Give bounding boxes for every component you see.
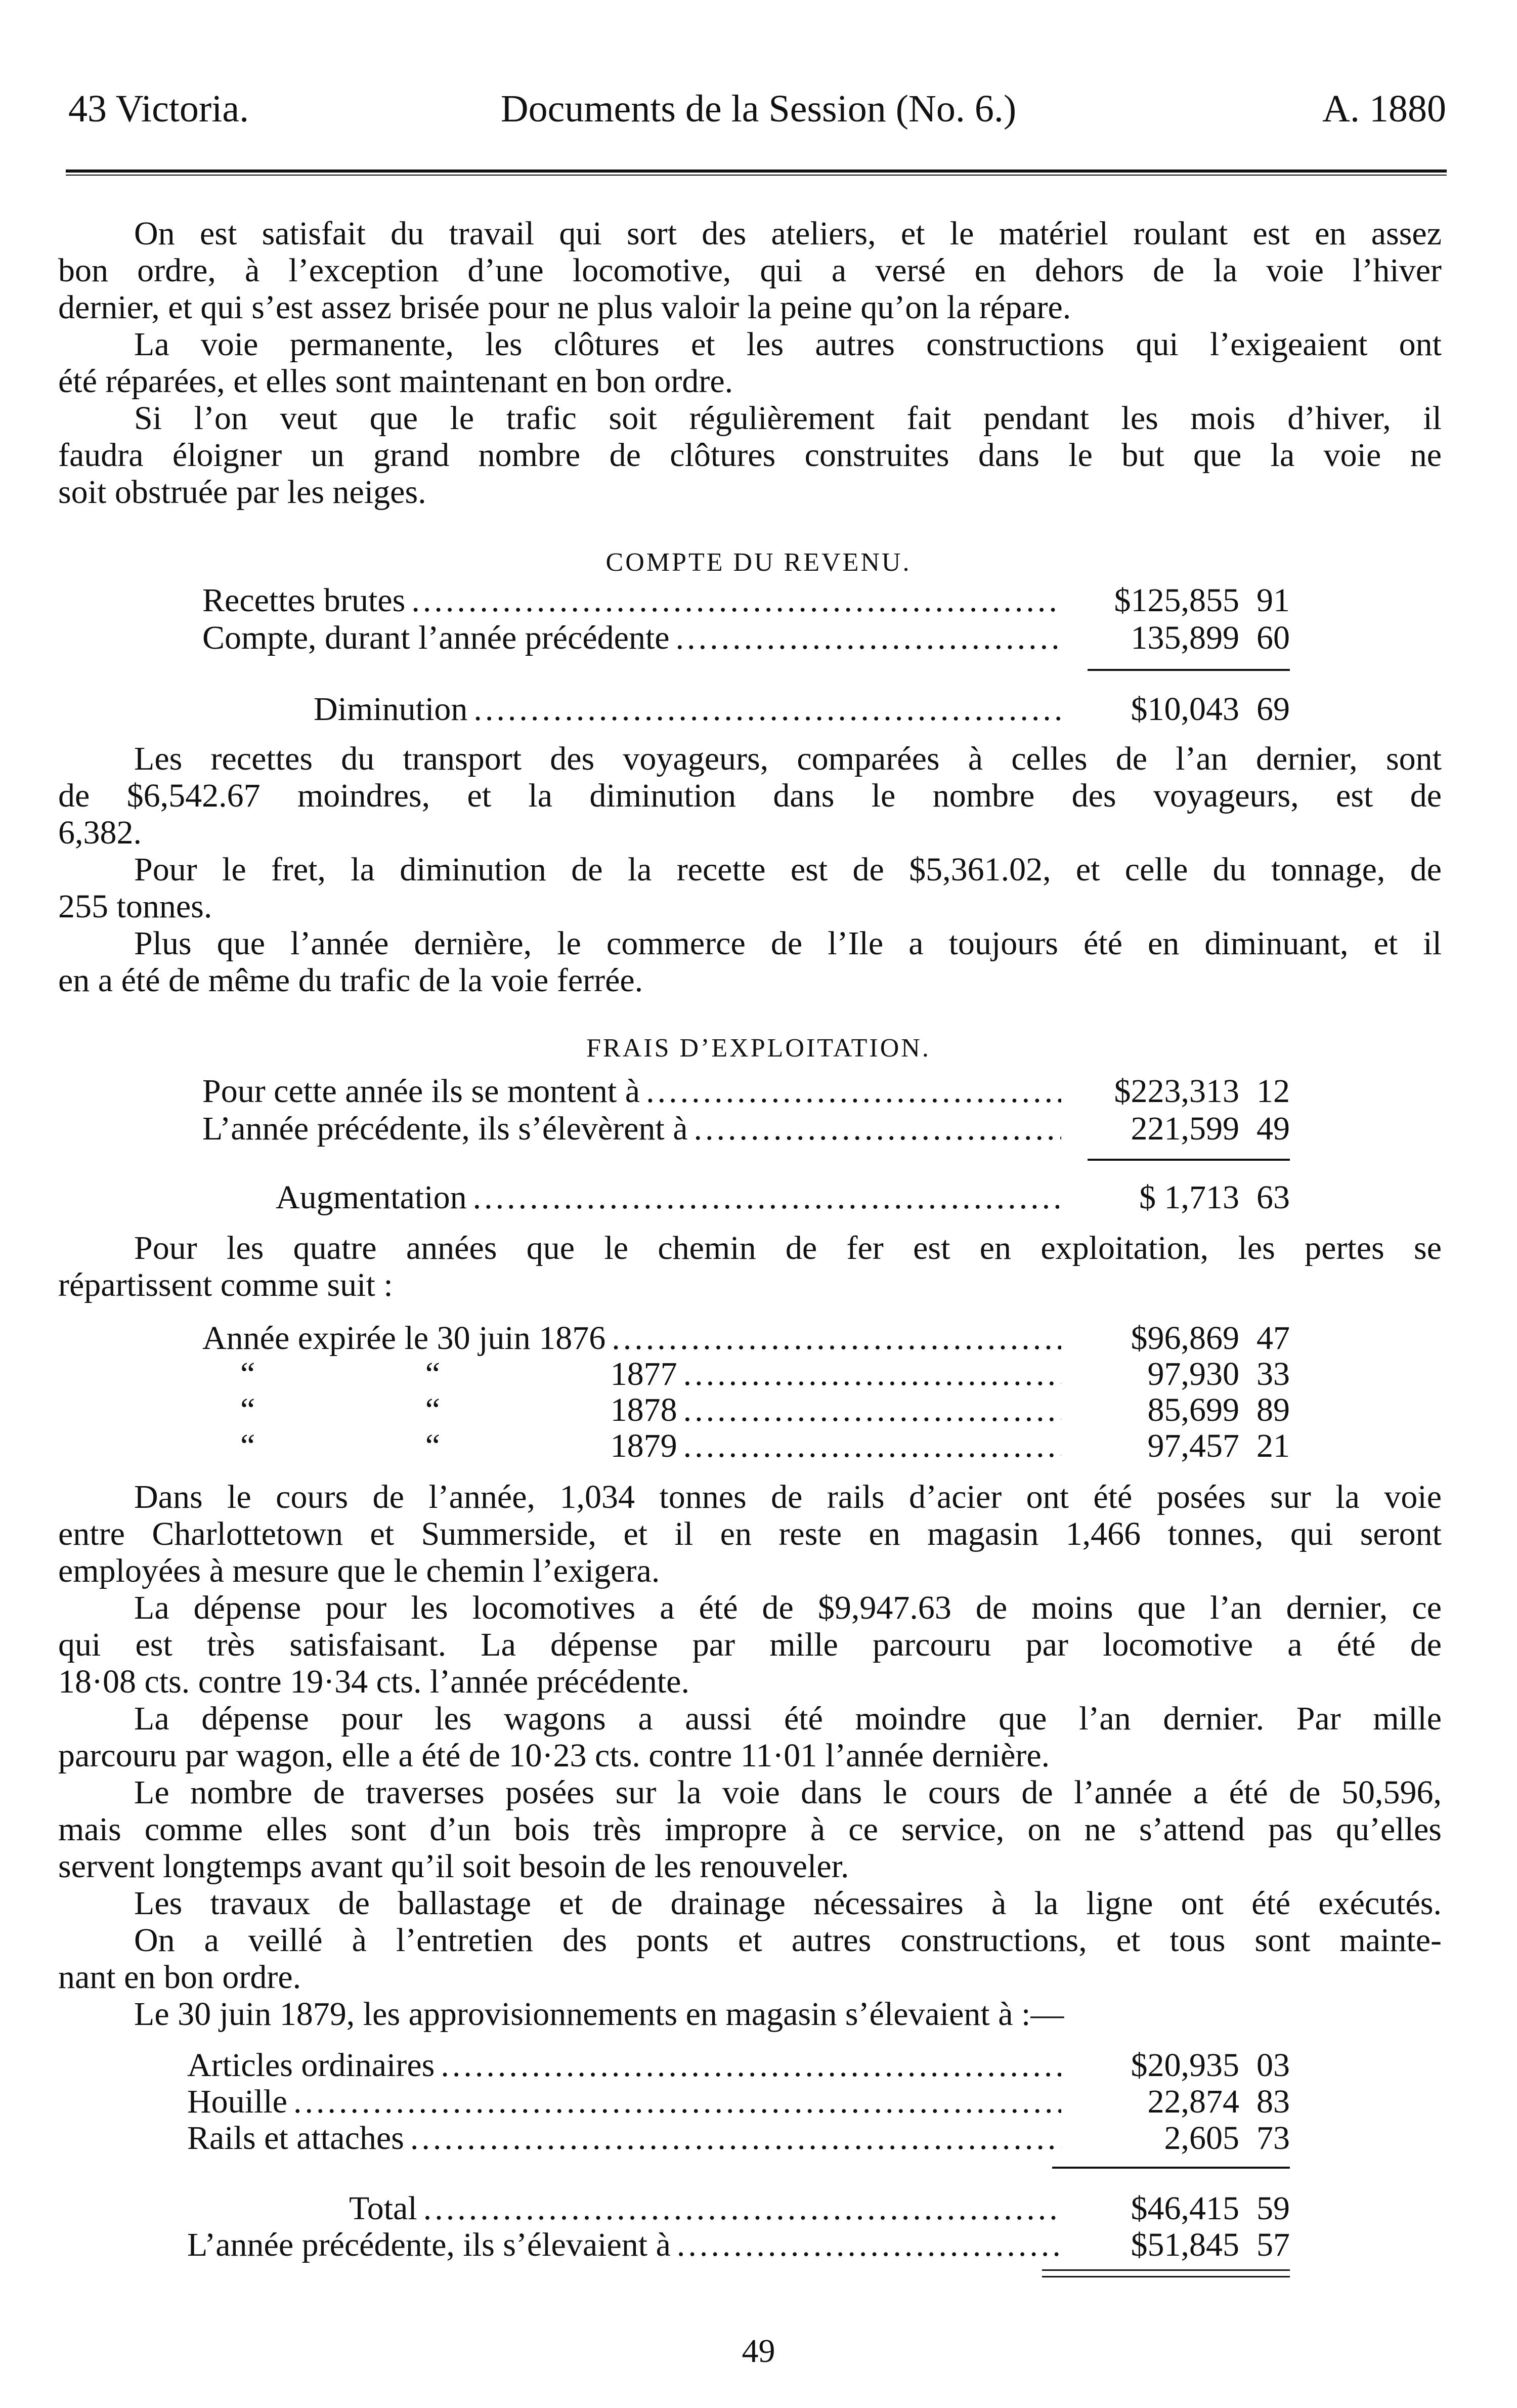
header-right: A. 1880 <box>1322 88 1446 130</box>
ledger-cents: 03 <box>1256 2047 1290 2084</box>
ledger-row <box>202 1073 1290 1110</box>
text-line: Pour les quatre années que le chemin de fer est en exploitation, les pertes se <box>134 1230 1442 1266</box>
ledger-amount: 97,930 <box>1147 1356 1239 1392</box>
ledger-row <box>202 619 1290 656</box>
ledger-total-row <box>314 691 1290 728</box>
text-line: entre Charlottetown et Summerside, et il en reste en magasin 1,466 tonnes, qui seront <box>58 1515 1442 1552</box>
ledger-row <box>240 1391 1290 1428</box>
header-left: 43 Victoria. <box>68 88 249 130</box>
text-line: nant en bon ordre. <box>58 1959 301 1996</box>
ledger-cents: 12 <box>1256 1073 1290 1110</box>
ledger-label: L’année précédente, ils s’élevaient à <box>187 2226 671 2263</box>
paragraph-9 <box>58 1700 1442 1774</box>
ledger-cents: 49 <box>1256 1110 1290 1147</box>
ledger-cents: 59 <box>1256 2190 1290 2227</box>
ledger-cents: 21 <box>1256 1427 1290 1464</box>
ledger-row <box>202 1320 1290 1357</box>
ledger-amount: 97,457 <box>1147 1427 1239 1464</box>
text-line: dernier, et qui s’est assez brisée pour ne plus valoir la peine qu’on la répare. <box>58 289 1071 326</box>
sum-rule <box>1088 669 1290 671</box>
paragraph-11 <box>58 1885 1442 1922</box>
text-line: 18·08 cts. contre 19·34 cts. l’année précédente. <box>58 1663 689 1700</box>
ledger-amount: $51,845 <box>1131 2226 1239 2263</box>
ledger-label: Pour cette année ils se montent à <box>202 1073 640 1110</box>
sum-rule <box>1088 1159 1290 1161</box>
paragraph-3 <box>58 400 1442 511</box>
ledger-amount: 221,599 <box>1131 1110 1239 1147</box>
ledger-amount: $125,855 <box>1114 582 1239 619</box>
ledger-amount: $10,043 <box>1131 691 1239 728</box>
ledger-label: Articles ordinaires <box>187 2047 435 2084</box>
ledger-amount: 85,699 <box>1147 1391 1239 1428</box>
text-line: Les travaux de ballastage et de drainage nécessaires à la ligne ont été exécutés. <box>134 1885 1442 1922</box>
double-rule <box>1042 2276 1290 2277</box>
ledger-cents: 60 <box>1256 619 1290 656</box>
ledger-cents: 57 <box>1256 2226 1290 2263</box>
text-line: La dépense pour les locomotives a été de $9,947.63 de moins que l’an dernier, ce <box>134 1589 1442 1626</box>
ledger-label: Diminution <box>314 691 468 728</box>
ledger-label: Compte, durant l’année précédente <box>202 619 670 656</box>
ledger-amount: $46,415 <box>1131 2190 1239 2227</box>
sum-rule <box>1052 2167 1290 2169</box>
header-rule <box>66 170 1447 173</box>
paragraph-8 <box>58 1589 1442 1700</box>
paragraph-10 <box>58 1774 1442 1885</box>
ledger-amount: $ 1,713 <box>1139 1179 1239 1216</box>
ledger-cents: 33 <box>1256 1356 1290 1392</box>
text-line: parcouru par wagon, elle a été de 10·23 cts. contre 11·01 l’année dernière. <box>58 1737 1050 1774</box>
text-line: Le nombre de traverses posées sur la voie dans le cours de l’année a été de 50,596, <box>134 1774 1442 1811</box>
text-line: 255 tonnes. <box>58 888 212 925</box>
ledger-label: “ “ 1878 <box>240 1391 677 1428</box>
text-line: mais comme elles sont d’un bois très impropre à ce service, on ne s’attend pas qu’elles <box>58 1811 1442 1848</box>
ledger-cents: 83 <box>1256 2083 1290 2120</box>
text-line: de $6,542.67 moindres, et la diminution dans le nombre des voyageurs, est de <box>58 777 1442 814</box>
paragraph-12 <box>58 1922 1442 1996</box>
ledger-cents: 91 <box>1256 582 1290 619</box>
header-center: Documents de la Session (No. 6.) <box>500 88 1017 130</box>
text-line: 6,382. <box>58 814 142 851</box>
ledger-amount: $20,935 <box>1131 2047 1239 2084</box>
text-line: La voie permanente, les clôtures et les autres constructions qui l’exigeaient ont <box>134 326 1442 363</box>
ledger-cents: 47 <box>1256 1320 1290 1357</box>
ledger-label: Recettes brutes <box>202 582 406 619</box>
paragraph-losses-intro <box>58 1230 1442 1303</box>
double-rule <box>1042 2269 1290 2271</box>
ledger-total-row <box>276 1179 1290 1216</box>
text-line: soit obstruée par les neiges. <box>58 474 426 511</box>
text-line: Plus que l’année dernière, le commerce de l’Ile a toujours été en diminuant, et il <box>134 925 1442 962</box>
ledger-label: L’année précédente, ils s’élevèrent à <box>202 1110 688 1147</box>
ledger-cents: 63 <box>1256 1179 1290 1216</box>
section-heading-expenses: FRAIS D’EXPLOITATION. <box>586 1034 931 1063</box>
ledger-amount: $223,313 <box>1114 1073 1239 1110</box>
ledger-label: Année expirée le 30 juin 1876 <box>202 1320 606 1357</box>
text-line: faudra éloigner un grand nombre de clôtures construites dans le but que la voie ne <box>58 437 1442 474</box>
ledger-amount: 135,899 <box>1131 619 1239 656</box>
paragraph-5 <box>58 851 1442 925</box>
text-line: servent longtemps avant qu’il soit besoin de les renouveler. <box>58 1848 849 1885</box>
ledger-label: Augmentation <box>276 1179 467 1216</box>
text-line: Pour le fret, la diminution de la recette est de $5,361.02, et celle du tonnage, de <box>134 851 1442 888</box>
paragraph-7 <box>58 1478 1442 1589</box>
header-rule-thin <box>66 175 1447 176</box>
text-line: La dépense pour les wagons a aussi été moindre que l’an dernier. Par mille <box>134 1700 1442 1737</box>
text-line: qui est très satisfaisant. La dépense par mille parcouru par locomotive a été de <box>58 1626 1442 1663</box>
ledger-cents: 73 <box>1256 2120 1290 2157</box>
ledger-amount: 2,605 <box>1164 2120 1239 2157</box>
ledger-cents: 89 <box>1256 1391 1290 1428</box>
ledger-cents: 69 <box>1256 691 1290 728</box>
ledger-row <box>187 2047 1290 2084</box>
text-line: été réparées, et elles sont maintenant en bon ordre. <box>58 363 733 400</box>
ledger-row <box>202 582 1290 619</box>
paragraph-13 <box>58 1996 1442 2033</box>
text-line: bon ordre, à l’exception d’une locomotive, qui a versé en dehors de la voie l’hiver <box>58 252 1442 289</box>
text-line: Les recettes du transport des voyageurs, comparées à celles de l’an dernier, sont <box>134 740 1442 777</box>
text-line: On a veillé à l’entretien des ponts et autres constructions, et tous sont mainte- <box>134 1922 1442 1959</box>
ledger-amount: $96,869 <box>1131 1320 1239 1357</box>
paragraph-2 <box>58 326 1442 400</box>
ledger-row <box>240 1356 1290 1392</box>
text-line: On est satisfait du travail qui sort des ateliers, et le matériel roulant est en assez <box>134 215 1442 252</box>
ledger-row <box>187 2083 1290 2120</box>
ledger-label: “ “ 1879 <box>240 1427 677 1464</box>
ledger-amount: 22,874 <box>1147 2083 1239 2120</box>
ledger-row <box>202 1110 1290 1147</box>
ledger-row <box>240 1427 1290 1464</box>
text-line: employées à mesure que le chemin l’exigera. <box>58 1552 660 1589</box>
section-heading-revenue: COMPTE DU REVENU. <box>605 548 912 577</box>
paragraph-6 <box>58 925 1442 999</box>
text-line: Le 30 juin 1879, les approvisionnements en magasin s’élevaient à :— <box>134 1996 1064 2033</box>
ledger-label: Houille <box>187 2083 287 2120</box>
ledger-total-row <box>349 2190 1290 2227</box>
ledger-row <box>187 2226 1290 2263</box>
ledger-row <box>187 2120 1290 2157</box>
ledger-label: Rails et attaches <box>187 2120 404 2157</box>
paragraph-4 <box>58 740 1442 851</box>
paragraph-1 <box>58 215 1442 326</box>
text-line: Si l’on veut que le trafic soit régulièrement fait pendant les mois d’hiver, il <box>134 400 1442 437</box>
text-line: répartissent comme suit : <box>58 1266 393 1303</box>
page-number: 49 <box>742 2333 775 2370</box>
ledger-label: Total <box>349 2190 417 2227</box>
text-line: en a été de même du trafic de la voie ferrée. <box>58 962 643 999</box>
text-line: Dans le cours de l’année, 1,034 tonnes de rails d’acier ont été posées sur la voie <box>134 1478 1442 1515</box>
ledger-label: “ “ 1877 <box>240 1356 677 1392</box>
